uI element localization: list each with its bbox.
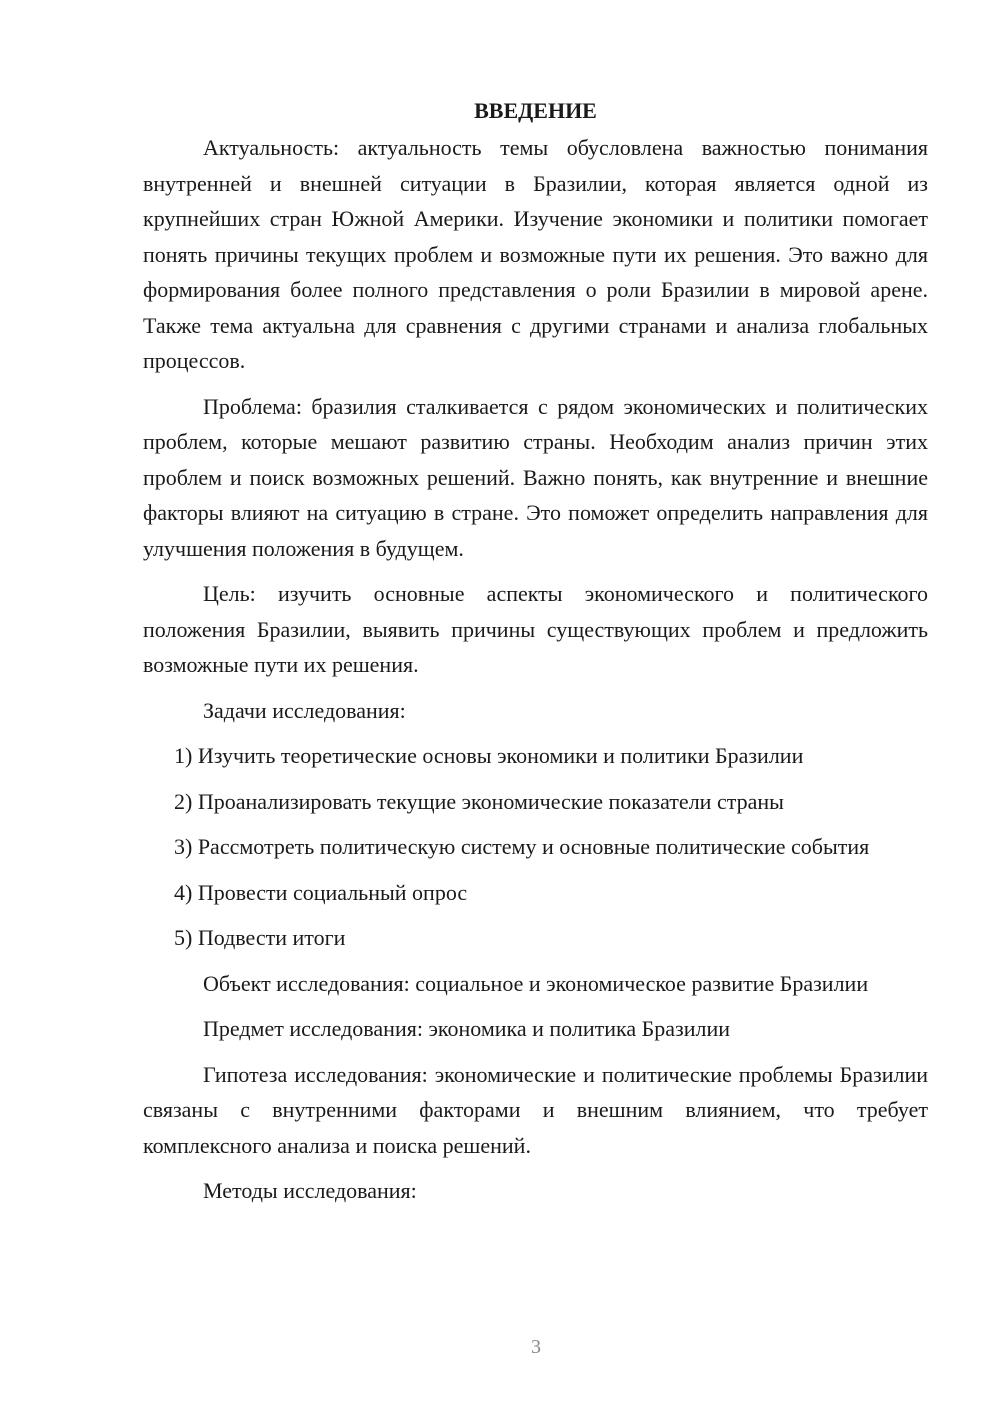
paragraph-relevance: Актуальность: актуальность темы обусловлена важностью понимания внутренней и внешней ситуации в Бразилии, которая является одной из крупнейших стран Южной Америки. Изучение экономики и политики помогает понять причины текущих проблем и возможные пути их решения. Это важно для формирования более полного представления о роли Бразилии в мировой арене. Также тема актуальна для сравнения с другими странами и анализа глобальных процессов. xyxy=(143,135,928,373)
paragraph-hypothesis: Гипотеза исследования: экономические и политические проблемы Бразилии связаны с внутренними факторами и внешним влиянием, что требует комплексного анализа и поиска решений. xyxy=(143,1061,928,1158)
methods-heading: Методы исследования: xyxy=(203,1178,417,1203)
list-item-task-4: 4) Провести социальный опрос xyxy=(174,879,468,905)
tasks-heading: Задачи исследования: xyxy=(203,697,406,723)
document-body xyxy=(143,96,928,1219)
page-number: 3 xyxy=(531,1336,541,1358)
section-title: ВВЕДЕНИЕ xyxy=(474,98,597,123)
list-item-task-5: 5) Подвести итоги xyxy=(174,925,346,950)
paragraph-goal: Цель: изучить основные аспекты экономического и политического положения Бразилии, выявить причины существующих проблем и предложить возможные пути их решения. xyxy=(143,581,928,677)
list-item-task-3: 3) Рассмотреть политическую систему и основные политические события xyxy=(174,834,870,859)
paragraph-object: Объект исследования: социальное и экономическое развитие Бразилии xyxy=(203,970,869,996)
list-item-task-2: 2) Проанализировать текущие экономические показатели страны xyxy=(174,788,784,814)
paragraph-problem: Проблема: бразилия сталкивается с рядом экономических и политических проблем, которые мешают развитию страны. Необходим анализ причин этих проблем и поиск возможных решений. Важно понять, как внутренние и внешние факторы влияют на ситуацию в стране. Это поможет определить направления для улучшения положения в будущем. xyxy=(143,393,928,561)
paragraph-subject: Предмет исследования: экономика и политика Бразилии xyxy=(203,1016,731,1041)
list-item-task-1: 1) Изучить теоретические основы экономики и политики Бразилии xyxy=(174,743,804,768)
